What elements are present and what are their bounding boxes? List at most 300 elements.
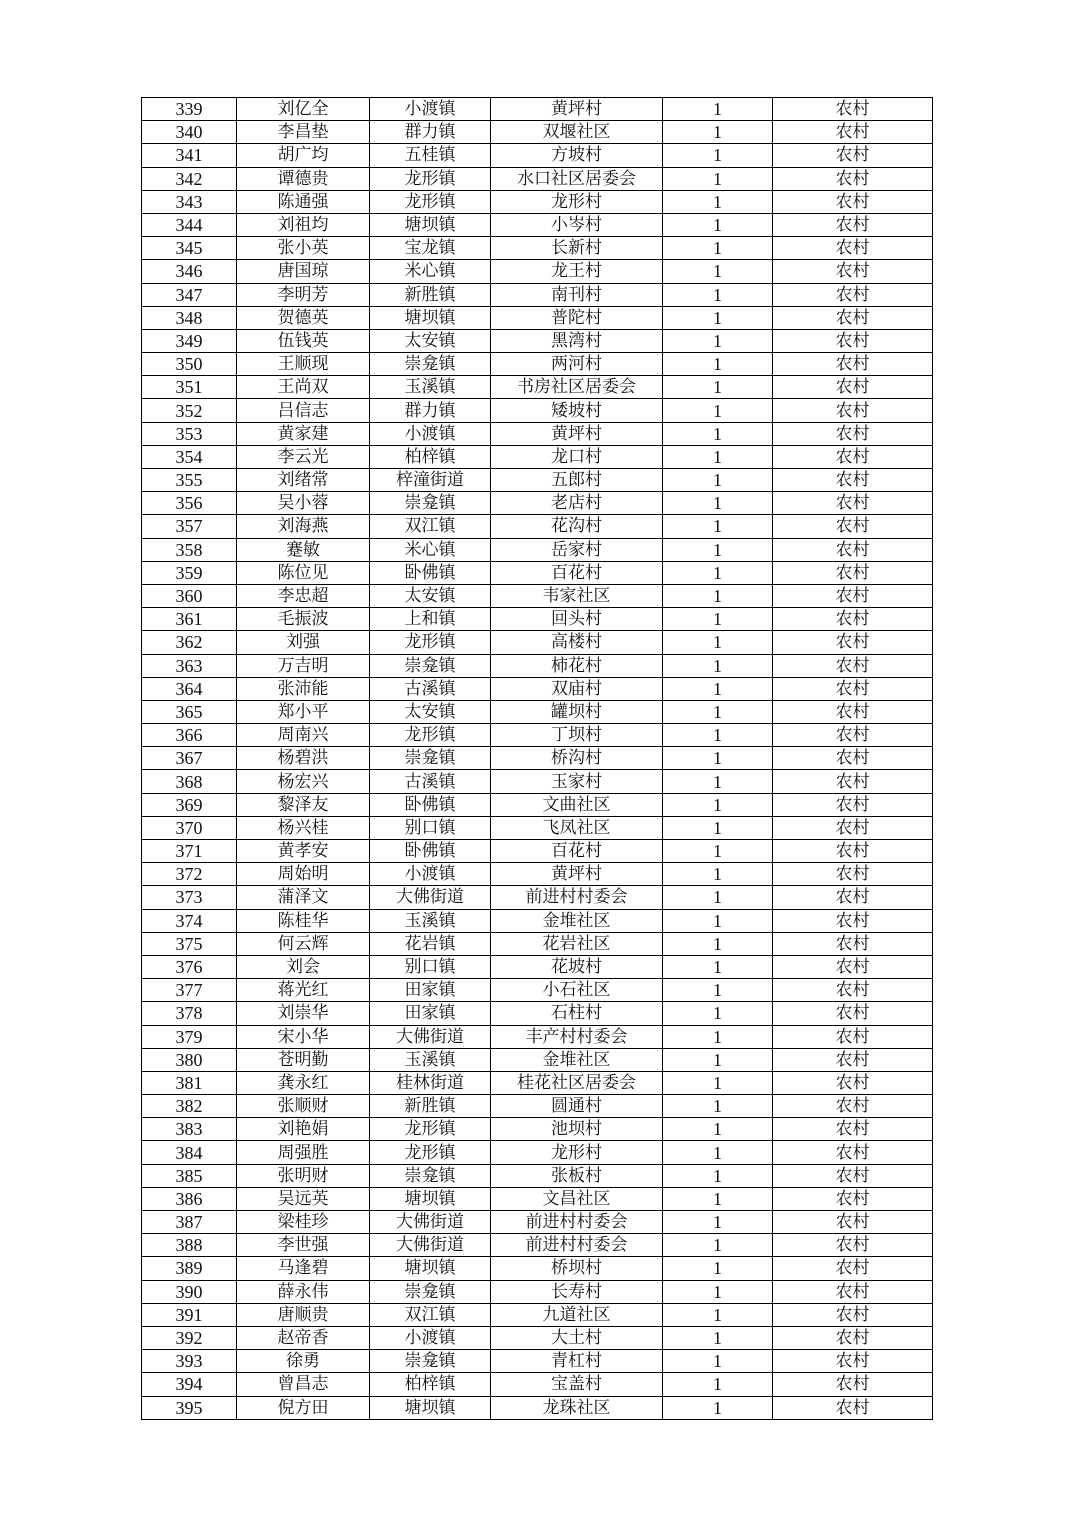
town-cell: 小渡镇 [370, 98, 491, 121]
town-cell: 太安镇 [370, 584, 491, 607]
row-number-cell: 358 [142, 538, 237, 561]
count-cell: 1 [663, 770, 773, 793]
table-row [142, 909, 933, 932]
count-cell: 1 [663, 886, 773, 909]
table-row [142, 353, 933, 376]
name-cell: 周南兴 [237, 724, 370, 747]
table-row [142, 979, 933, 1002]
town-cell: 龙形镇 [370, 724, 491, 747]
row-number-cell: 360 [142, 584, 237, 607]
table-row [142, 1303, 933, 1326]
town-cell: 塘坝镇 [370, 1257, 491, 1280]
table-row [142, 654, 933, 677]
village-cell: 岳家村 [491, 538, 663, 561]
town-cell: 柏梓镇 [370, 445, 491, 468]
village-cell: 桥坝村 [491, 1257, 663, 1280]
name-cell: 刘崇华 [237, 1002, 370, 1025]
table-row [142, 584, 933, 607]
table-body [142, 98, 933, 1420]
count-cell: 1 [663, 700, 773, 723]
name-cell: 吕信志 [237, 399, 370, 422]
town-cell: 塘坝镇 [370, 1187, 491, 1210]
table-row [142, 1373, 933, 1396]
row-number-cell: 392 [142, 1326, 237, 1349]
village-cell: 丰产村村委会 [491, 1025, 663, 1048]
category-cell: 农村 [773, 886, 933, 909]
row-number-cell: 364 [142, 677, 237, 700]
town-cell: 别口镇 [370, 955, 491, 978]
town-cell: 小渡镇 [370, 422, 491, 445]
town-cell: 卧佛镇 [370, 793, 491, 816]
name-cell: 刘会 [237, 955, 370, 978]
count-cell: 1 [663, 1118, 773, 1141]
name-cell: 王尚双 [237, 376, 370, 399]
row-number-cell: 387 [142, 1211, 237, 1234]
count-cell: 1 [663, 190, 773, 213]
row-number-cell: 341 [142, 144, 237, 167]
village-cell: 小石社区 [491, 979, 663, 1002]
town-cell: 新胜镇 [370, 1095, 491, 1118]
category-cell: 农村 [773, 654, 933, 677]
count-cell: 1 [663, 1002, 773, 1025]
name-cell: 毛振波 [237, 608, 370, 631]
category-cell: 农村 [773, 677, 933, 700]
category-cell: 农村 [773, 445, 933, 468]
table-row [142, 260, 933, 283]
category-cell: 农村 [773, 469, 933, 492]
row-number-cell: 348 [142, 306, 237, 329]
town-cell: 崇龛镇 [370, 654, 491, 677]
town-cell: 古溪镇 [370, 677, 491, 700]
village-cell: 柿花村 [491, 654, 663, 677]
name-cell: 伍钱英 [237, 329, 370, 352]
row-number-cell: 395 [142, 1396, 237, 1419]
table-row [142, 306, 933, 329]
table-row [142, 700, 933, 723]
table-row [142, 144, 933, 167]
village-cell: 水口社区居委会 [491, 167, 663, 190]
name-cell: 宋小华 [237, 1025, 370, 1048]
village-cell: 高楼村 [491, 631, 663, 654]
town-cell: 柏梓镇 [370, 1373, 491, 1396]
row-number-cell: 350 [142, 353, 237, 376]
table-row [142, 399, 933, 422]
category-cell: 农村 [773, 700, 933, 723]
table-row [142, 121, 933, 144]
town-cell: 新胜镇 [370, 283, 491, 306]
name-cell: 刘绪常 [237, 469, 370, 492]
table-row [142, 747, 933, 770]
table-row [142, 515, 933, 538]
town-cell: 太安镇 [370, 700, 491, 723]
name-cell: 蒲泽文 [237, 886, 370, 909]
table-row [142, 561, 933, 584]
village-cell: 方坡村 [491, 144, 663, 167]
table-row [142, 167, 933, 190]
count-cell: 1 [663, 1025, 773, 1048]
table-row [142, 724, 933, 747]
name-cell: 徐勇 [237, 1350, 370, 1373]
village-cell: 小岑村 [491, 213, 663, 236]
category-cell: 农村 [773, 979, 933, 1002]
town-cell: 大佛街道 [370, 886, 491, 909]
count-cell: 1 [663, 469, 773, 492]
category-cell: 农村 [773, 1141, 933, 1164]
row-number-cell: 366 [142, 724, 237, 747]
category-cell: 农村 [773, 863, 933, 886]
town-cell: 小渡镇 [370, 863, 491, 886]
table-row [142, 329, 933, 352]
table-row [142, 955, 933, 978]
category-cell: 农村 [773, 1280, 933, 1303]
row-number-cell: 378 [142, 1002, 237, 1025]
count-cell: 1 [663, 1164, 773, 1187]
count-cell: 1 [663, 863, 773, 886]
count-cell: 1 [663, 1257, 773, 1280]
row-number-cell: 356 [142, 492, 237, 515]
count-cell: 1 [663, 631, 773, 654]
row-number-cell: 375 [142, 932, 237, 955]
name-cell: 周始明 [237, 863, 370, 886]
category-cell: 农村 [773, 1071, 933, 1094]
town-cell: 塘坝镇 [370, 213, 491, 236]
count-cell: 1 [663, 840, 773, 863]
town-cell: 双江镇 [370, 515, 491, 538]
category-cell: 农村 [773, 1095, 933, 1118]
count-cell: 1 [663, 329, 773, 352]
category-cell: 农村 [773, 1234, 933, 1257]
name-cell: 陈桂华 [237, 909, 370, 932]
table-row [142, 1396, 933, 1419]
table-row [142, 538, 933, 561]
village-cell: 长新村 [491, 237, 663, 260]
category-cell: 农村 [773, 840, 933, 863]
village-cell: 龙形村 [491, 1141, 663, 1164]
name-cell: 何云辉 [237, 932, 370, 955]
town-cell: 卧佛镇 [370, 561, 491, 584]
village-cell: 龙形村 [491, 190, 663, 213]
row-number-cell: 384 [142, 1141, 237, 1164]
row-number-cell: 339 [142, 98, 237, 121]
village-cell: 韦家社区 [491, 584, 663, 607]
village-cell: 金堆社区 [491, 1048, 663, 1071]
town-cell: 玉溪镇 [370, 1048, 491, 1071]
name-cell: 张小英 [237, 237, 370, 260]
table-row [142, 1211, 933, 1234]
category-cell: 农村 [773, 724, 933, 747]
category-cell: 农村 [773, 1303, 933, 1326]
name-cell: 李忠超 [237, 584, 370, 607]
town-cell: 花岩镇 [370, 932, 491, 955]
row-number-cell: 346 [142, 260, 237, 283]
count-cell: 1 [663, 1211, 773, 1234]
name-cell: 黄家建 [237, 422, 370, 445]
name-cell: 王顺现 [237, 353, 370, 376]
town-cell: 龙形镇 [370, 167, 491, 190]
category-cell: 农村 [773, 492, 933, 515]
count-cell: 1 [663, 1071, 773, 1094]
row-number-cell: 380 [142, 1048, 237, 1071]
category-cell: 农村 [773, 793, 933, 816]
category-cell: 农村 [773, 190, 933, 213]
category-cell: 农村 [773, 515, 933, 538]
table-row [142, 1234, 933, 1257]
table-row [142, 863, 933, 886]
count-cell: 1 [663, 492, 773, 515]
table-row [142, 1326, 933, 1349]
village-cell: 前进村村委会 [491, 886, 663, 909]
count-cell: 1 [663, 283, 773, 306]
row-number-cell: 390 [142, 1280, 237, 1303]
category-cell: 农村 [773, 213, 933, 236]
row-number-cell: 385 [142, 1164, 237, 1187]
row-number-cell: 345 [142, 237, 237, 260]
table-row [142, 492, 933, 515]
category-cell: 农村 [773, 306, 933, 329]
village-cell: 百花村 [491, 840, 663, 863]
town-cell: 大佛街道 [370, 1211, 491, 1234]
category-cell: 农村 [773, 167, 933, 190]
row-number-cell: 357 [142, 515, 237, 538]
count-cell: 1 [663, 144, 773, 167]
row-number-cell: 376 [142, 955, 237, 978]
row-number-cell: 377 [142, 979, 237, 1002]
village-cell: 池坝村 [491, 1118, 663, 1141]
count-cell: 1 [663, 677, 773, 700]
count-cell: 1 [663, 1280, 773, 1303]
name-cell: 龚永红 [237, 1071, 370, 1094]
row-number-cell: 347 [142, 283, 237, 306]
category-cell: 农村 [773, 376, 933, 399]
category-cell: 农村 [773, 1373, 933, 1396]
data-table [141, 97, 933, 1420]
category-cell: 农村 [773, 422, 933, 445]
table-row [142, 840, 933, 863]
row-number-cell: 365 [142, 700, 237, 723]
table-row [142, 1025, 933, 1048]
name-cell: 黎泽友 [237, 793, 370, 816]
village-cell: 金堆社区 [491, 909, 663, 932]
row-number-cell: 359 [142, 561, 237, 584]
village-cell: 黄坪村 [491, 98, 663, 121]
row-number-cell: 370 [142, 816, 237, 839]
village-cell: 花岩社区 [491, 932, 663, 955]
village-cell: 黄坪村 [491, 863, 663, 886]
town-cell: 米心镇 [370, 538, 491, 561]
town-cell: 玉溪镇 [370, 909, 491, 932]
village-cell: 黑湾村 [491, 329, 663, 352]
village-cell: 青杠村 [491, 1350, 663, 1373]
table-row [142, 770, 933, 793]
row-number-cell: 394 [142, 1373, 237, 1396]
category-cell: 农村 [773, 1211, 933, 1234]
town-cell: 卧佛镇 [370, 840, 491, 863]
name-cell: 蹇敏 [237, 538, 370, 561]
category-cell: 农村 [773, 1396, 933, 1419]
count-cell: 1 [663, 979, 773, 1002]
table-row [142, 1257, 933, 1280]
count-cell: 1 [663, 747, 773, 770]
name-cell: 胡广均 [237, 144, 370, 167]
name-cell: 谭德贵 [237, 167, 370, 190]
row-number-cell: 342 [142, 167, 237, 190]
village-cell: 五郎村 [491, 469, 663, 492]
row-number-cell: 340 [142, 121, 237, 144]
row-number-cell: 367 [142, 747, 237, 770]
count-cell: 1 [663, 1095, 773, 1118]
category-cell: 农村 [773, 98, 933, 121]
row-number-cell: 344 [142, 213, 237, 236]
count-cell: 1 [663, 584, 773, 607]
count-cell: 1 [663, 538, 773, 561]
count-cell: 1 [663, 515, 773, 538]
count-cell: 1 [663, 1141, 773, 1164]
count-cell: 1 [663, 399, 773, 422]
count-cell: 1 [663, 213, 773, 236]
town-cell: 龙形镇 [370, 631, 491, 654]
table-row [142, 1164, 933, 1187]
name-cell: 李明芳 [237, 283, 370, 306]
row-number-cell: 371 [142, 840, 237, 863]
category-cell: 农村 [773, 237, 933, 260]
category-cell: 农村 [773, 608, 933, 631]
row-number-cell: 388 [142, 1234, 237, 1257]
name-cell: 曾昌志 [237, 1373, 370, 1396]
name-cell: 杨碧洪 [237, 747, 370, 770]
name-cell: 吴远英 [237, 1187, 370, 1210]
town-cell: 塘坝镇 [370, 1396, 491, 1419]
table-row [142, 98, 933, 121]
town-cell: 大佛街道 [370, 1234, 491, 1257]
table-row [142, 1048, 933, 1071]
count-cell: 1 [663, 724, 773, 747]
village-cell: 罐坝村 [491, 700, 663, 723]
town-cell: 桂林街道 [370, 1071, 491, 1094]
name-cell: 刘海燕 [237, 515, 370, 538]
row-number-cell: 379 [142, 1025, 237, 1048]
category-cell: 农村 [773, 1326, 933, 1349]
table-row [142, 376, 933, 399]
category-cell: 农村 [773, 561, 933, 584]
count-cell: 1 [663, 237, 773, 260]
name-cell: 刘亿全 [237, 98, 370, 121]
village-cell: 黄坪村 [491, 422, 663, 445]
row-number-cell: 369 [142, 793, 237, 816]
table-row [142, 608, 933, 631]
category-cell: 农村 [773, 121, 933, 144]
village-cell: 桥沟村 [491, 747, 663, 770]
category-cell: 农村 [773, 1118, 933, 1141]
count-cell: 1 [663, 306, 773, 329]
name-cell: 赵帝香 [237, 1326, 370, 1349]
table-row [142, 1071, 933, 1094]
town-cell: 崇龛镇 [370, 1164, 491, 1187]
village-cell: 圆通村 [491, 1095, 663, 1118]
row-number-cell: 355 [142, 469, 237, 492]
table-row [142, 237, 933, 260]
village-cell: 大土村 [491, 1326, 663, 1349]
category-cell: 农村 [773, 932, 933, 955]
name-cell: 张顺财 [237, 1095, 370, 1118]
village-cell: 老店村 [491, 492, 663, 515]
count-cell: 1 [663, 1187, 773, 1210]
village-cell: 桂花社区居委会 [491, 1071, 663, 1094]
count-cell: 1 [663, 816, 773, 839]
village-cell: 文昌社区 [491, 1187, 663, 1210]
village-cell: 龙珠社区 [491, 1396, 663, 1419]
category-cell: 农村 [773, 260, 933, 283]
town-cell: 崇龛镇 [370, 747, 491, 770]
category-cell: 农村 [773, 1187, 933, 1210]
row-number-cell: 354 [142, 445, 237, 468]
town-cell: 米心镇 [370, 260, 491, 283]
name-cell: 蒋光红 [237, 979, 370, 1002]
row-number-cell: 351 [142, 376, 237, 399]
count-cell: 1 [663, 1326, 773, 1349]
row-number-cell: 368 [142, 770, 237, 793]
town-cell: 崇龛镇 [370, 1280, 491, 1303]
name-cell: 杨宏兴 [237, 770, 370, 793]
row-number-cell: 372 [142, 863, 237, 886]
count-cell: 1 [663, 1373, 773, 1396]
category-cell: 农村 [773, 1257, 933, 1280]
name-cell: 陈位见 [237, 561, 370, 584]
name-cell: 吴小蓉 [237, 492, 370, 515]
name-cell: 刘艳娟 [237, 1118, 370, 1141]
category-cell: 农村 [773, 283, 933, 306]
category-cell: 农村 [773, 538, 933, 561]
row-number-cell: 383 [142, 1118, 237, 1141]
count-cell: 1 [663, 167, 773, 190]
row-number-cell: 352 [142, 399, 237, 422]
village-cell: 张板村 [491, 1164, 663, 1187]
count-cell: 1 [663, 909, 773, 932]
town-cell: 田家镇 [370, 979, 491, 1002]
count-cell: 1 [663, 353, 773, 376]
table-row [142, 932, 933, 955]
count-cell: 1 [663, 98, 773, 121]
town-cell: 龙形镇 [370, 190, 491, 213]
category-cell: 农村 [773, 353, 933, 376]
count-cell: 1 [663, 1048, 773, 1071]
name-cell: 唐国琼 [237, 260, 370, 283]
town-cell: 塘坝镇 [370, 306, 491, 329]
category-cell: 农村 [773, 1048, 933, 1071]
village-cell: 矮坡村 [491, 399, 663, 422]
name-cell: 薛永伟 [237, 1280, 370, 1303]
name-cell: 杨兴桂 [237, 816, 370, 839]
name-cell: 贺德英 [237, 306, 370, 329]
table-row [142, 886, 933, 909]
table-row [142, 283, 933, 306]
name-cell: 刘祖均 [237, 213, 370, 236]
village-cell: 九道社区 [491, 1303, 663, 1326]
village-cell: 前进村村委会 [491, 1234, 663, 1257]
table-row [142, 1187, 933, 1210]
row-number-cell: 362 [142, 631, 237, 654]
row-number-cell: 361 [142, 608, 237, 631]
category-cell: 农村 [773, 909, 933, 932]
town-cell: 龙形镇 [370, 1118, 491, 1141]
village-cell: 飞凤社区 [491, 816, 663, 839]
village-cell: 花沟村 [491, 515, 663, 538]
count-cell: 1 [663, 1303, 773, 1326]
name-cell: 黄孝安 [237, 840, 370, 863]
row-number-cell: 381 [142, 1071, 237, 1094]
name-cell: 万吉明 [237, 654, 370, 677]
village-cell: 丁坝村 [491, 724, 663, 747]
name-cell: 李昌垫 [237, 121, 370, 144]
